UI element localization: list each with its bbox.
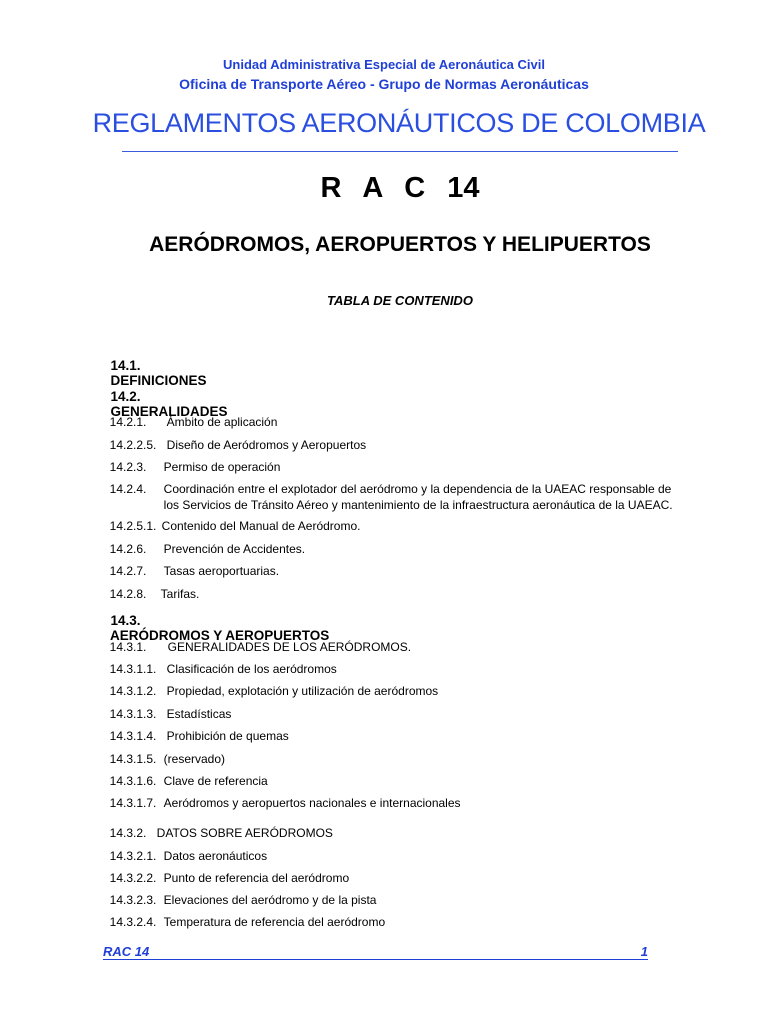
entry-label: Prohibición de quemas [166, 729, 289, 743]
entry-number: 14.2.3. [109, 460, 147, 474]
entry-label: Datos aeronáuticos [163, 849, 268, 863]
section-number: 14.2. [110, 389, 141, 404]
entry-number: 14.2.8. [109, 587, 147, 601]
entry-label: GENERALIDADES DE LOS AERÓDROMOS. [167, 640, 412, 654]
entry-label: Coordinación entre el explotador del aeródromo y la dependencia de la UAEAC responsable de [163, 482, 672, 496]
entry-label: Tasas aeroportuarias. [163, 564, 280, 578]
entry-number: 14.3.1. [109, 640, 147, 654]
entry-label: Aeródromos y aeropuertos nacionales e internacionales [163, 796, 461, 810]
section-label: AERÓDROMOS Y AEROPUERTOS [110, 628, 330, 643]
entry-number: 14.3.1.6. [109, 774, 157, 788]
entry-number: 14.2.2.5. [109, 438, 157, 452]
entry-label: Ámbito de aplicación [166, 415, 278, 429]
entry-label: Punto de referencia del aeródromo [163, 871, 350, 885]
entry-number: 14.3.1.2. [109, 684, 157, 698]
entry-label: Elevaciones del aeródromo y de la pista [163, 893, 377, 907]
entry-number: 14.3.2.1. [109, 849, 157, 863]
title-divider [122, 151, 678, 152]
entry-label: Diseño de Aeródromos y Aeropuertos [166, 438, 367, 452]
header-office: Oficina de Transporte Aéreo - Grupo de Normas Aeronáuticas [179, 76, 589, 92]
entry-label: los Servicios de Tránsito Aéreo y mantenimiento de la infraestructura aeronáutica de la UAEAC. [163, 498, 673, 512]
entry-number: 14.3.1.3. [109, 707, 157, 721]
footer-doc-label: RAC 14 [103, 944, 150, 959]
footer-page-number: 1 [640, 944, 648, 959]
entry-label: Temperatura de referencia del aeródromo [163, 915, 386, 929]
document-title: REGLAMENTOS AERONÁUTICOS DE COLOMBIA [92, 108, 706, 138]
entry-label: Estadísticas [166, 707, 232, 721]
section-label: DEFINICIONES [110, 373, 207, 388]
entry-number: 14.3.2. [109, 826, 147, 840]
toc-title: TABLA DE CONTENIDO [327, 293, 473, 308]
header-agency: Unidad Administrativa Especial de Aeronáutica Civil [223, 57, 545, 72]
footer-divider [103, 959, 648, 960]
entry-label: Prevención de Accidentes. [163, 542, 306, 556]
rac-label: R A C 14 [320, 172, 480, 204]
entry-number: 14.3.1.5. [109, 752, 157, 766]
toc-entry[interactable] [103, 898, 385, 930]
entry-number: 14.3.1.1. [109, 662, 157, 676]
entry-label: Tarifas. [160, 587, 200, 601]
entry-label: Clave de referencia [163, 774, 268, 788]
section-label: GENERALIDADES [110, 404, 228, 419]
entry-label: Propiedad, explotación y utilización de aeródromos [166, 684, 439, 698]
entry-number: 14.2.6. [109, 542, 147, 556]
entry-number: 14.2.7. [109, 564, 147, 578]
document-subject: AERÓDROMOS, AEROPUERTOS Y HELIPUERTOS [149, 233, 651, 256]
entry-label: Permiso de operación [163, 460, 281, 474]
entry-number: 14.2.5.1. [109, 519, 157, 533]
entry-number: 14.2.4. [109, 482, 147, 496]
entry-label: Clasificación de los aeródromos [166, 662, 337, 676]
entry-number: 14.2.1. [109, 415, 147, 429]
entry-number: 14.3.2.4. [109, 915, 157, 929]
toc-entry[interactable] [103, 570, 199, 602]
entry-label: Contenido del Manual de Aeródromo. [161, 519, 361, 533]
entry-number: 14.3.1.4. [109, 729, 157, 743]
toc-entry[interactable] [103, 779, 461, 811]
entry-label: (reservado) [163, 752, 226, 766]
entry-number: 14.3.2.2. [109, 871, 157, 885]
entry-number: 14.3.1.7. [109, 796, 157, 810]
entry-label: DATOS SOBRE AERÓDROMOS [156, 826, 333, 840]
section-number: 14.3. [110, 613, 141, 628]
entry-number: 14.3.2.3. [109, 893, 157, 907]
section-number: 14.1. [110, 358, 141, 373]
